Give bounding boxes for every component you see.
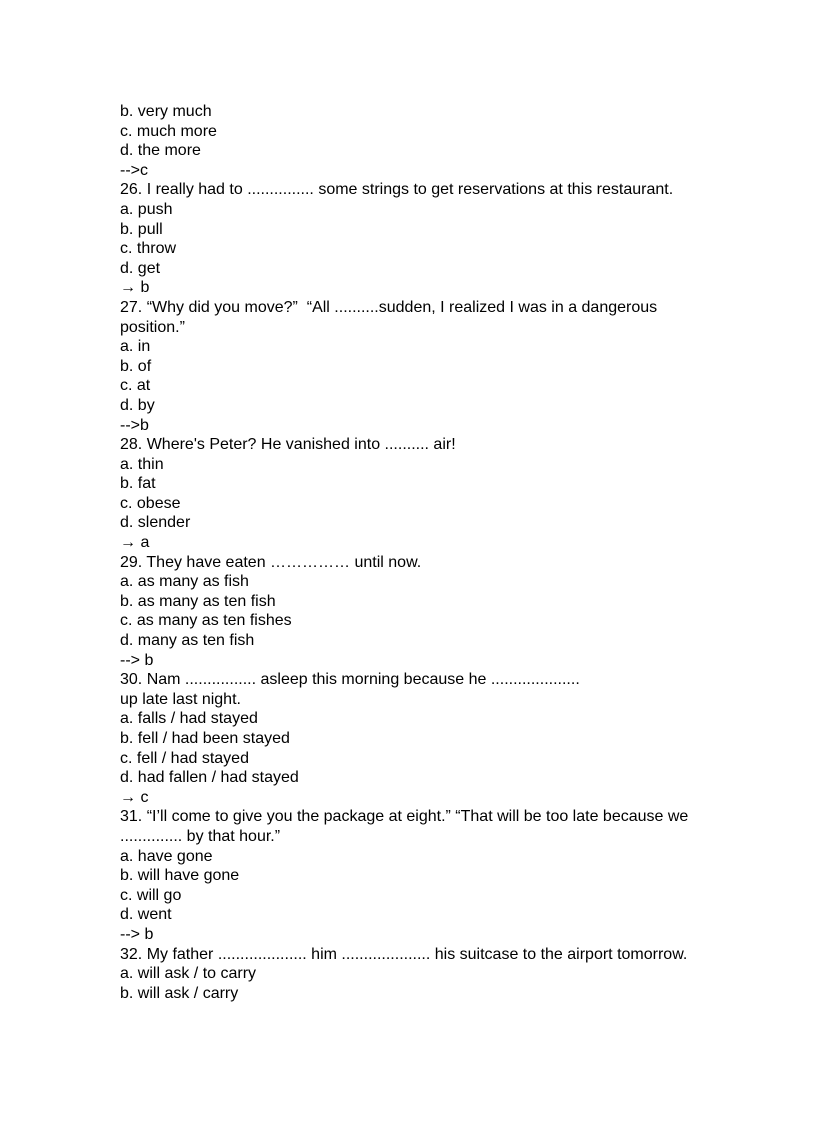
option-line: b. very much (120, 103, 212, 120)
option-line: b. pull (120, 220, 163, 238)
answer-line: --> b (120, 925, 154, 943)
question-31: 31. “I’ll come to give you the package at eight.” “That will be too late because we (120, 808, 689, 826)
option-line: d. get (120, 259, 161, 277)
option-line: b. will ask / carry (120, 984, 239, 1002)
option-line: d. went (120, 906, 172, 924)
question-29: 29. They have eaten …………… until now. (120, 553, 422, 571)
option-line: b. will have gone (120, 867, 240, 885)
option-line: a. falls / had stayed (120, 710, 258, 728)
option-line: d. the more (120, 142, 201, 160)
question-27-continued: position.” (120, 318, 185, 336)
option-line: a. as many as fish (120, 573, 249, 591)
question-30: 30. Nam ................ asleep this morning because he .................... (120, 671, 580, 689)
option-line: a. push (120, 200, 173, 218)
answer-line: → b (120, 279, 150, 297)
question-30-continued: up late last night. (120, 690, 241, 708)
answer-line: → a (120, 534, 150, 552)
option-line: d. had fallen / had stayed (120, 769, 299, 787)
option-line: b. fat (120, 475, 156, 493)
question-28: 28. Where's Peter? He vanished into .......... air! (120, 436, 456, 454)
option-line: b. of (120, 357, 152, 375)
option-line: d. slender (120, 514, 191, 532)
question-26: 26. I really had to ............... some strings to get reservations at this restaurant. (120, 181, 674, 199)
option-line: c. as many as ten fishes (120, 612, 292, 630)
answer-line: --> b (120, 651, 154, 669)
document-page (120, 102, 720, 1003)
question-32: 32. My father .................... him .................... his suitcase to the airport tomorrow. (120, 945, 688, 963)
option-line: c. at (120, 377, 151, 395)
option-line: a. thin (120, 455, 164, 473)
option-line: a. in (120, 338, 151, 356)
option-line: c. much more (120, 122, 217, 140)
answer-line: → c (120, 788, 149, 806)
option-line: d. by (120, 396, 155, 414)
option-line: d. many as ten fish (120, 632, 255, 650)
question-31-continued: .............. by that hour.” (120, 827, 281, 845)
option-line: b. fell / had been stayed (120, 730, 290, 747)
option-line: a. have gone (120, 847, 213, 865)
option-line: a. will ask / to carry (120, 965, 257, 983)
answer-line: -->c (120, 161, 148, 179)
option-line: c. will go (120, 886, 182, 904)
option-line: b. as many as ten fish (120, 592, 276, 610)
option-line: c. obese (120, 494, 181, 512)
option-line: c. fell / had stayed (120, 749, 249, 767)
answer-line: -->b (120, 416, 149, 434)
option-line: c. throw (120, 240, 177, 258)
question-27: 27. “Why did you move?” “All ..........sudden, I realized I was in a dangerous (120, 298, 658, 316)
